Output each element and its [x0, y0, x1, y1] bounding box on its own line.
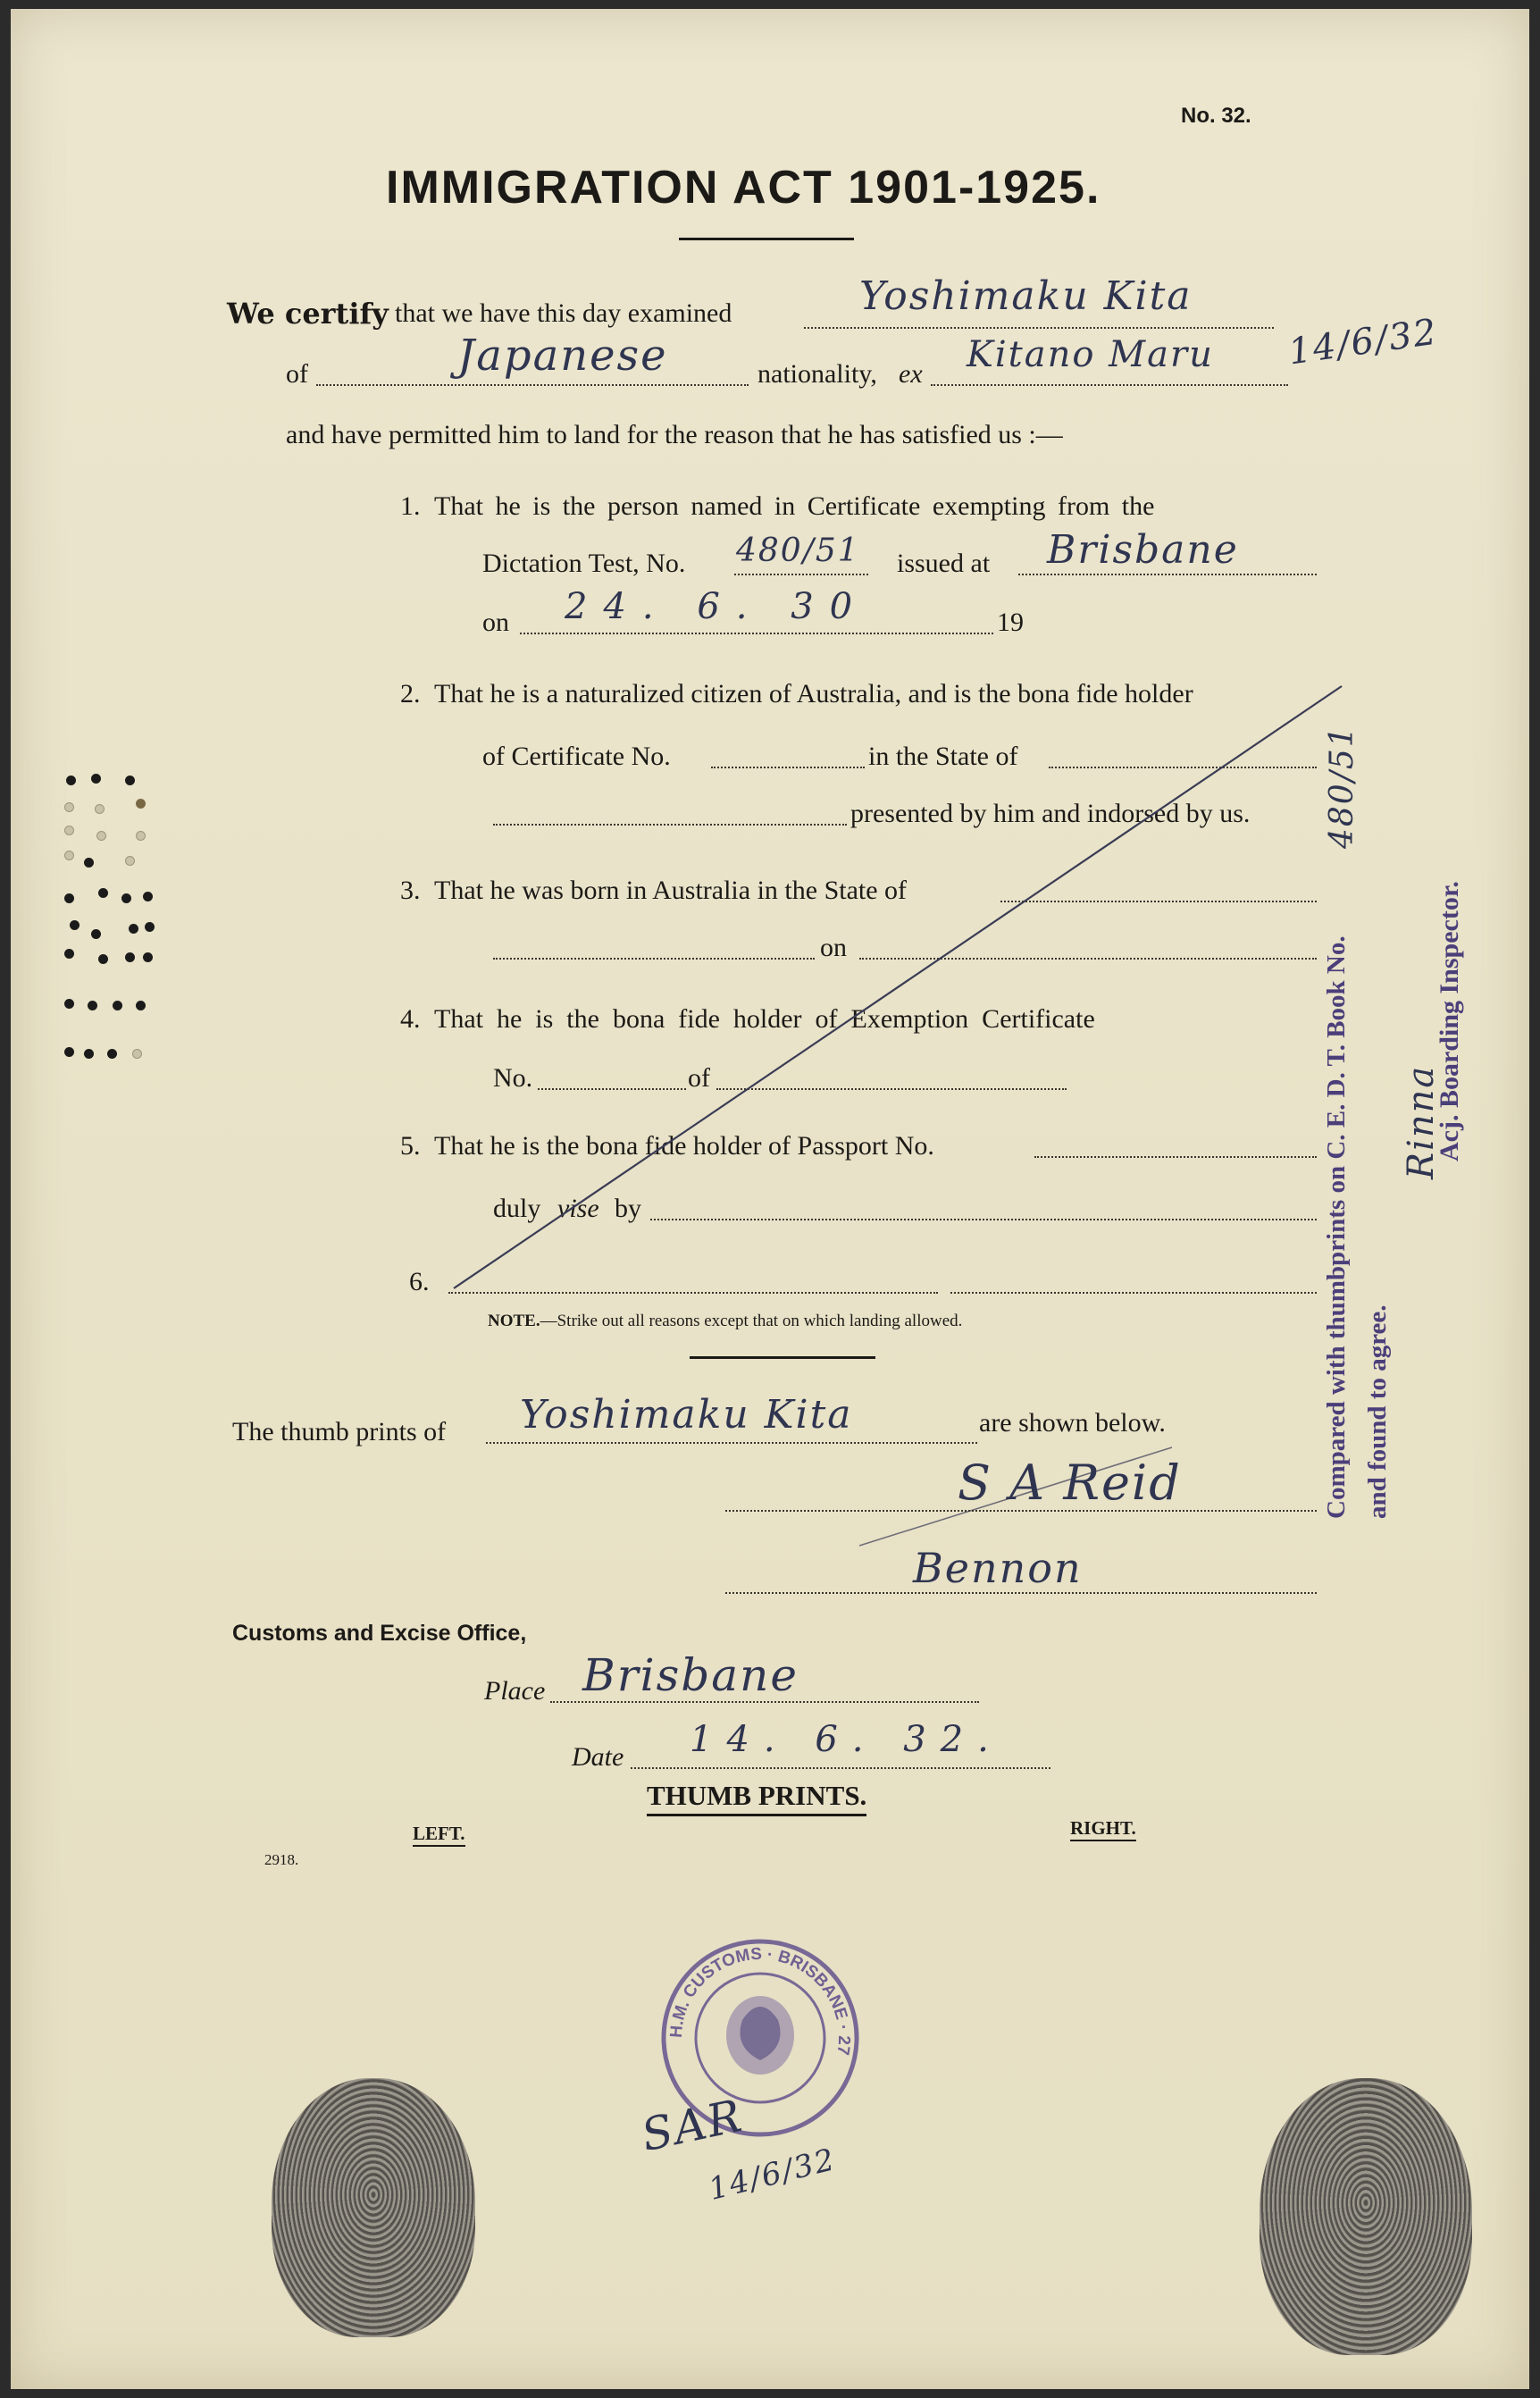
handwritten-nationality: Japanese	[457, 331, 668, 381]
note-text: —Strike out all reasons except that on which landing allowed.	[540, 1312, 963, 1330]
document-title: IMMIGRATION ACT 1901-1925.	[386, 162, 1101, 214]
reason-4-of: of	[688, 1063, 710, 1093]
thumb-prints-name-line	[486, 1442, 977, 1444]
note-label: NOTE.	[488, 1312, 540, 1330]
handwritten-issued-at: Brisbane	[1047, 527, 1239, 573]
nationality-label: nationality,	[757, 359, 877, 389]
side-stamp-title: Acj. Boarding Inspector.	[1435, 881, 1464, 1161]
permitted-text: and have permitted him to land for the reason that he has satisfied us :—	[286, 420, 1063, 449]
office-label: Customs and Excise Office,	[232, 1621, 527, 1646]
handwritten-ship: Kitano Maru	[967, 334, 1214, 375]
right-label: RIGHT.	[1070, 1817, 1136, 1841]
left-label: LEFT.	[413, 1823, 465, 1847]
place-line	[550, 1701, 979, 1703]
reason-4-number: 4.	[400, 1004, 421, 1034]
reason-4-line1: That he is the bona fide holder of Exemption Certificate	[434, 1004, 1095, 1034]
reason-2-cert-no: of Certificate No.	[482, 742, 671, 771]
stamp-initials: SAR	[637, 2089, 748, 2162]
reason-6-number: 6.	[409, 1267, 430, 1296]
date-label: Date	[572, 1742, 624, 1772]
print-code: 2918.	[264, 1851, 299, 1868]
document-sheet	[11, 9, 1529, 2389]
reason-3-on: on	[820, 933, 847, 962]
reason-1-line1: That he is the person named in Certificate exempting from the	[434, 491, 1155, 521]
reason-1-century: 19	[997, 608, 1024, 637]
reason-1-dictation: Dictation Test, No.	[482, 549, 686, 578]
ex-label: ex	[899, 359, 923, 389]
reason-1-on: on	[482, 608, 509, 637]
side-stamp-line2: and found to agree.	[1363, 1304, 1392, 1519]
reason-5-by: by	[615, 1194, 641, 1223]
form-number: No. 32.	[1181, 104, 1251, 128]
handwritten-signature-1: S A Reid	[958, 1455, 1182, 1511]
side-stamp-line1: Compared with thumbprints on C. E. D. T. Book No.	[1322, 935, 1351, 1519]
reason-2-state: in the State of	[868, 742, 1018, 771]
reason-1-issued: issued at	[897, 549, 991, 578]
thumb-prints-heading: THUMB PRINTS.	[647, 1780, 866, 1816]
seal-text: H.M. CUSTOMS · BRISBANE · 27	[666, 1944, 854, 2057]
handwritten-place: Brisbane	[582, 1649, 799, 1701]
reason-2-number: 2.	[400, 679, 421, 708]
reason-3-number: 3.	[400, 876, 421, 905]
reason-3-line1: That he was born in Australia in the State of	[434, 876, 908, 905]
stamp-date: 14/6/32	[705, 2142, 840, 2208]
handwritten-certificate-no: 480/51	[736, 532, 860, 569]
of-label: of	[286, 359, 308, 389]
section-rule	[690, 1356, 875, 1359]
place-label: Place	[484, 1676, 546, 1706]
margin-certificate-no: 480/51	[1324, 725, 1360, 849]
handwritten-thumb-name: Yoshimaku Kita	[520, 1392, 853, 1438]
reason-1-number: 1.	[400, 491, 421, 521]
handwritten-arrival-date: 14/6/32	[1285, 311, 1441, 373]
signature-line-2	[725, 1592, 1317, 1594]
handwritten-name: Yoshimaku Kita	[859, 273, 1193, 319]
handwritten-date: 14. 6. 32.	[690, 1719, 1003, 1760]
margin-initials: Rinna	[1401, 1064, 1442, 1179]
reason-5-duly: duly	[493, 1194, 541, 1223]
reason-5-vise: vise	[557, 1194, 599, 1223]
reason-4-no: No.	[493, 1063, 533, 1093]
certify-text: that we have this day examined	[395, 298, 732, 328]
reason-5-number: 5.	[400, 1131, 421, 1161]
reason-2-presented: presented by him and indorsed by us.	[850, 799, 1251, 828]
thumb-prints-text-b: are shown below.	[979, 1408, 1166, 1438]
certify-lead: We certify	[227, 297, 389, 331]
thumb-prints-text-a: The thumb prints of	[232, 1417, 447, 1446]
handwritten-signature-2: Bennon	[913, 1544, 1083, 1592]
reason-2-line1: That he is a naturalized citizen of Australia, and is the bona fide holder	[434, 679, 1193, 708]
left-thumbprint	[272, 2078, 475, 2337]
handwritten-issued-on: 24. 6. 30	[565, 586, 869, 627]
reason-5-line1: That he is the bona fide holder of Passport No.	[434, 1131, 934, 1161]
right-thumbprint	[1260, 2078, 1472, 2355]
date-line	[631, 1767, 1050, 1769]
